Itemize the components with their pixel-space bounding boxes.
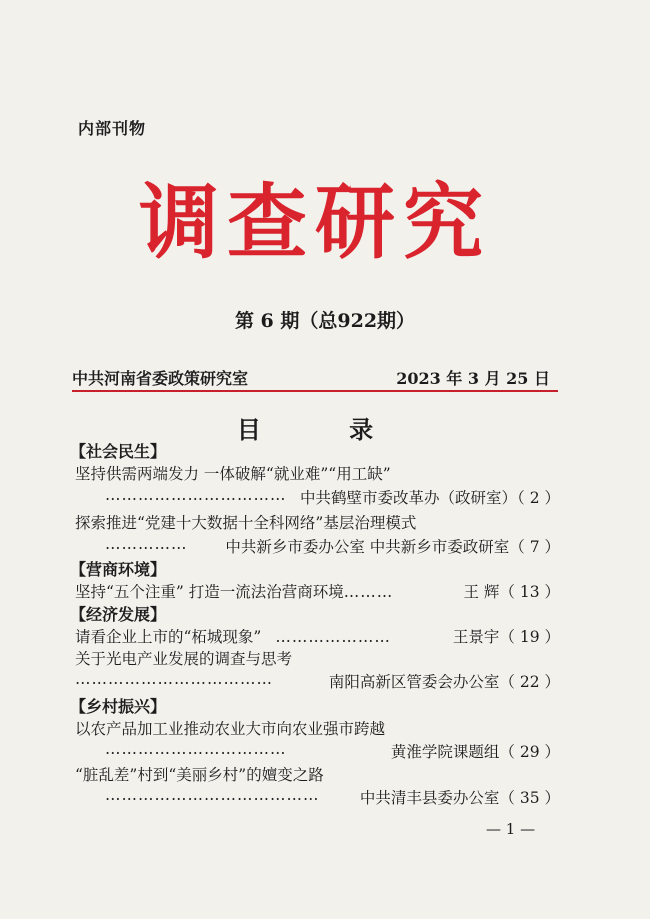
toc-entry-page: （ 13 ）: [499, 583, 560, 601]
section-heading: 【经济发展】: [70, 605, 167, 624]
page-number: — 1 —: [486, 820, 536, 838]
toc-entry-author: 王景宇: [452, 628, 500, 646]
toc-entry-page: （ 29 ）: [499, 743, 560, 761]
publisher-name: 中共河南省委政策研究室: [72, 369, 249, 388]
toc-entry-title: 关于光电产业发展的调查与思考: [75, 650, 293, 668]
toc-entry-source: [360, 786, 560, 808]
leader-dots: …………………: [275, 628, 391, 646]
publisher-line: [72, 366, 550, 389]
toc-entry-author: 中共清丰县委办公室: [359, 789, 500, 807]
toc-entry-source: [453, 625, 560, 647]
leader-dots: …………………………………: [105, 786, 320, 804]
toc-entry-author: 黄淮学院课题组: [390, 743, 500, 761]
leader-dots: ……………………………: [105, 486, 287, 504]
toc-entry-author: 王 辉: [463, 583, 500, 601]
toc-entry-author: 南阳高新区管委会办公室: [328, 673, 500, 691]
leader-dots: ………………………………: [75, 670, 273, 688]
toc-title: 目 录: [236, 415, 414, 444]
toc-entry-page: （ 19 ）: [499, 628, 560, 646]
toc-entry-page: （ 2 ）: [517, 489, 560, 507]
toc-entry-page: （ 22 ）: [499, 673, 560, 691]
toc-entry-line: [75, 625, 560, 647]
toc-entry-source: [391, 740, 560, 762]
toc-entry-title: 以农产品加工业推动农业大市向农业强市跨越: [75, 720, 386, 738]
toc-entry-source: [463, 580, 560, 602]
header-divider: [72, 390, 558, 392]
toc-entry-title: “脏乱差”村到“美丽乡村”的嬗变之路: [75, 766, 324, 784]
toc-entry-title: 坚持供需两端发力 一体破解“就业难”“用工缺”: [75, 465, 391, 483]
toc-entry-title: 坚持“五个注重” 打造一流法治营商环境: [75, 583, 344, 601]
publish-date: 2023 年 3 月 25 日: [396, 369, 550, 388]
toc-entry-page: （ 35 ）: [499, 789, 560, 807]
leader-dots: ……………………………: [105, 740, 287, 758]
section-heading: 【社会民生】: [70, 442, 167, 461]
internal-publication-label: 内部刊物: [78, 119, 147, 138]
section-heading: 【营商环境】: [70, 560, 167, 579]
toc-entry-author: 中共新乡市委办公室 中共新乡市委政研室: [225, 538, 510, 556]
toc-entry-title: 请看企业上市的“柘城现象”: [75, 628, 262, 646]
toc-entry-title: 探索推进“党建十大数据十全科网络”基层治理模式: [75, 514, 417, 532]
leader-dots: ………: [343, 583, 394, 601]
toc-entry-page: （ 7 ）: [509, 538, 560, 556]
toc-entry-source: [329, 670, 560, 692]
masthead-title: 调查研究: [139, 175, 491, 270]
issue-number: 第 6 期（总922期）: [234, 310, 416, 332]
toc-entry-line: [75, 580, 560, 602]
toc-entry-author: 中共鹤壁市委改革办（政研室）: [300, 489, 518, 507]
leader-dots: ……………: [105, 535, 188, 553]
toc-entry-source: [225, 535, 560, 557]
toc-entry-source: [300, 486, 560, 508]
section-heading: 【乡村振兴】: [70, 697, 167, 716]
